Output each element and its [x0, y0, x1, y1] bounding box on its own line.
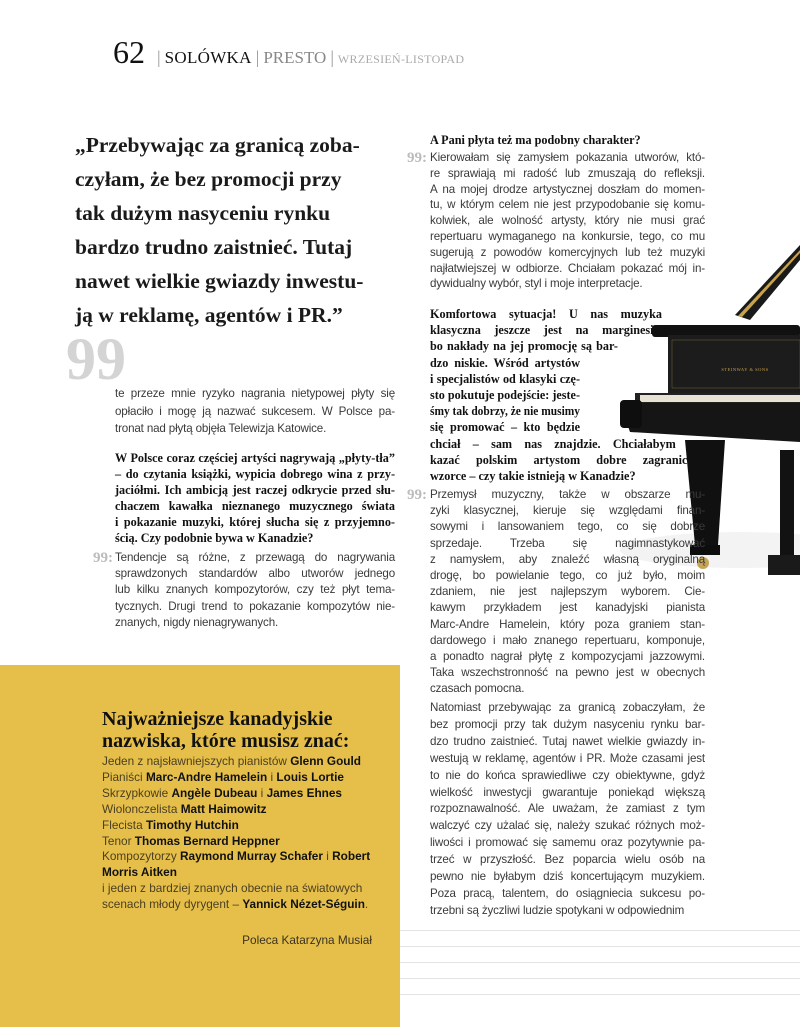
rear-leg [780, 450, 794, 560]
item-name: Louis Lortie [276, 769, 344, 784]
text-line: sugerują z powodów komercyjnych lub też muzyki [430, 245, 705, 259]
item-label: i jeden z bardziej znanych obecnie na światowych scenach młody dyrygent – [102, 881, 363, 912]
text-line: tronat nad płytą objęła Telewizja Katowice. [115, 422, 327, 436]
text-line: – do czytania książki, wypicia dobrego wina z przy- [115, 467, 395, 481]
conjunction: i [326, 849, 329, 864]
item-label: Jeden z najsławniejszych pianistów [102, 754, 287, 768]
issue-date: WRZESIEŃ-LISTOPAD [337, 52, 465, 66]
divider: | [255, 47, 260, 67]
text-line: jaciółmi. Ich ambicją jest raczej odkrycie przed słu- [115, 483, 395, 497]
page-number: 62 [113, 34, 145, 70]
list-item [102, 754, 392, 770]
piano-lid [735, 245, 800, 320]
text-line: kazać polskim artystom dobre zagraniczne [430, 452, 705, 467]
text-line: dywidualny wybór, styl i moje interpretacje. [430, 277, 643, 291]
text-line: dardowego i mało znanego repertuaru, komponuje, [430, 633, 705, 647]
text-line: tak dużym nasyceniu rynku [75, 201, 331, 225]
divider: | [330, 47, 334, 67]
text-line: sprawdzonych standardów albo utworów jednego [115, 567, 395, 581]
text-line: re sprawiają mi radość lub zmuszają do refleksji. [430, 166, 705, 180]
text-line: dzo trudno zaistnieć. Tutaj nawet wielkie gwiazdy in- [430, 734, 705, 748]
text-line: i pokazanie muzyki, której słucha się z przyjemno- [115, 515, 395, 529]
text-line: „Przebywając za granicą zoba- [75, 133, 360, 157]
text-line: lub kilku znanych kompozytorów, czy też płyt tema- [115, 583, 395, 597]
item-name: Marc-Andre Hamelein [145, 769, 268, 784]
text-line: sprzedaje. Trzeba się nagimnastykować [430, 536, 705, 550]
text-line: czasach pomocna. [430, 682, 525, 696]
text-line: znanych, nigdy nienagrywanych. [115, 615, 279, 629]
text-line: Taka wszechstronność na pewno jest w obecnych [430, 666, 705, 680]
text-line: się promować – kto będzie [430, 420, 580, 435]
item-name: Robert Morris Aitken [102, 849, 371, 880]
text-line: chaczem kawałka nieznanego muzycznego świata [115, 499, 395, 513]
interview-question [115, 450, 395, 546]
box-title-line: Najważniejsze kanadyjskie [102, 708, 333, 730]
list-item [102, 849, 392, 881]
item-name: Glenn Gould [290, 754, 361, 768]
text-line: zyki klasycznej, kieruje się względami finan- [430, 504, 705, 518]
text-line: kolwiek, ale wolność artysty, który nie musi grać [430, 214, 705, 228]
section-name: SOLÓWKA [164, 48, 252, 67]
text-line: sowymi i lansowaniem tego, co się dobrze [430, 520, 705, 534]
list-item [102, 881, 392, 913]
conjunction: i [270, 769, 274, 784]
item-label: Skrzypkowie [102, 785, 169, 800]
text-line: i specjalistów od klasyki czę- [430, 371, 580, 386]
divider: | [157, 47, 161, 67]
page-header [113, 34, 464, 71]
text-line: Marc-Andre Hamelein, który poza graniem stan- [430, 617, 705, 631]
text-line: liwości i promować się samemu oraz pozytywnie pa- [430, 836, 705, 850]
text-line: tycznych. Drugi trend to pokazanie kompozytów nie- [115, 599, 395, 613]
text-line: kawym przykładem jest kanadyjski pianista [430, 601, 705, 615]
text-line: trzeć w przyszłość. Bez poparcia wielu osób na [430, 853, 705, 867]
text-line: repertuaru wymaganego na konkursie, tego, co mu [430, 229, 705, 243]
pull-quote [75, 128, 405, 332]
answer-quote-icon: 99: [407, 487, 427, 503]
text-line: bo nakłady na jej promocję są bar- [430, 339, 618, 354]
staff-line [400, 930, 800, 931]
text-line: zdaniem, nie jest najlepszym wyborem. Cie- [430, 585, 705, 599]
item-label: Wiolonczelista [102, 801, 178, 816]
text-line: bardzo trudno zaistnieć. Tutaj [75, 235, 353, 259]
piano-brand: STEINWAY & SONS [721, 367, 769, 372]
item-label: Flecista [102, 817, 143, 832]
text-line: to nie do końca sprawiedliwe czy obiektywne, gdyż [430, 768, 705, 782]
interview-answer [115, 550, 395, 631]
text-line: drogę, bo powielanie tego, co już było, moim [430, 569, 705, 583]
text-line: sto pokutuje podejście: jeste- [430, 388, 580, 403]
list-item [102, 786, 392, 802]
magazine-name: PRESTO [263, 48, 327, 67]
text-line: walczyć czy użalać się, należy szukać różnych moż- [430, 819, 705, 833]
staff-line [400, 994, 800, 995]
item-label: Pianiści [102, 769, 143, 784]
text-line: wzorce – czy takie istnieją w Kanadzie? [430, 469, 636, 484]
list-item [102, 802, 392, 818]
text-line: pewno nie byłabym dziś koncertującym muzykiem. [430, 870, 705, 884]
text-line: Komfortowa sytuacja! U nas muzyka [430, 307, 662, 321]
names-list [102, 754, 392, 913]
left-paragraph [115, 385, 395, 438]
answer-quote-icon: 99: [407, 150, 427, 166]
box-title [102, 708, 349, 752]
text-line: rozpoznawalność. Ale uważam, że zamiast z tym [430, 802, 705, 816]
text-line: opłaciło i mogę ją nazwać sukcesem. W Polsce pa- [115, 404, 395, 418]
box-signature: Poleca Katarzyna Musiał [242, 933, 372, 947]
item-name: James Ehnes [266, 785, 342, 800]
staff-line [400, 962, 800, 963]
text-line: Poza pracą, talentem, do osiągniecia sukcesu po- [430, 886, 705, 900]
text-line: wielkość inwestycji gwarantuje poniekąd większą [430, 785, 705, 799]
text-line: Kierowałam się zamysłem pokazania utworów, któ- [430, 151, 705, 164]
text-line: A na mojej drodze artystycznej doszłam do momen- [430, 182, 705, 196]
interview-question [430, 306, 705, 484]
text-line: chciał – sam nas znajdzie. Chciałabym po- [430, 436, 705, 451]
interview-answer [430, 487, 705, 698]
text-line: bez promocji przy tak dużym nasyceniu rynku bar- [430, 717, 705, 731]
conjunction: i [260, 785, 264, 800]
item-name: Yannick Nézet-Séguin [242, 897, 365, 912]
list-item [102, 770, 392, 786]
text-line: nawet wielkie gwiazdy inwestu- [75, 269, 364, 293]
item-name: Raymond Murray Schafer [180, 849, 323, 864]
text-line: najłatwiejszej w odbiorze. Chciałam pokazać mój in- [430, 261, 705, 275]
text-line: a ponadto nagrał płytę z kompozycjami jazzowymi. [430, 650, 705, 664]
text-line: tu, w którym celem nie jest przypodobanie się komu- [430, 198, 705, 212]
text-line: Natomiast przebywając za granicą zobaczyłam, że [430, 701, 705, 714]
answer-quote-icon: 99: [93, 550, 113, 566]
text-line: czyłam, że bez promocji przy [75, 167, 342, 191]
text-line: śmy tak dobrzy, że nie musimy [430, 404, 581, 419]
text-line: klasyczna jeszcze jest na marginesie, [430, 323, 662, 338]
box-title-line: nazwiska, które musisz znać: [102, 730, 350, 752]
text-line: te przeze mnie ryzyko nagrania nietypowej płyty się [115, 387, 395, 400]
quote-mark-icon: 99 [66, 336, 126, 382]
text-line: Tendencje są różne, z przewagą do nagrywania [115, 551, 395, 564]
staff-line [400, 978, 800, 979]
text-line: ścią. Czy podobnie bywa w Kanadzie? [115, 531, 314, 545]
item-label: Tenor [102, 833, 132, 848]
list-item [102, 834, 392, 850]
text-line: Przemysł muzyczny, także w obszarze mu- [430, 488, 705, 501]
interview-answer-continued [430, 700, 705, 920]
interview-question [430, 132, 705, 148]
text-line: z namysłem, aby znaleźć własną oryginalną [430, 552, 705, 566]
pedal-lyre [768, 555, 800, 575]
item-label: Kompozytorzy [102, 849, 177, 864]
text-line: ją w reklamę, agentów i PR.” [75, 303, 343, 327]
staff-line [400, 946, 800, 947]
text-line: dzo niskie. Wśród artystów [430, 355, 580, 370]
item-name: Timothy Hutchin [145, 817, 239, 832]
text-line: westują w reklamę, agentów i PR. Może czasami jest [430, 751, 705, 765]
item-name: Thomas Bernard Heppner [134, 833, 280, 848]
item-name: Angèle Dubeau [171, 785, 258, 800]
interview-answer [430, 150, 705, 292]
list-item [102, 818, 392, 834]
lid-edge [738, 250, 800, 317]
item-name: Matt Haimowitz [180, 801, 267, 816]
text-line: W Polsce coraz częściej artyści nagrywają „płyty-tła” [115, 451, 395, 465]
punctuation: . [364, 897, 369, 912]
text-line: trzebni są życzliwi ludzie spotykani w odpowiednim [430, 903, 685, 917]
text-line: A Pani płyta też ma podobny charakter? [430, 133, 641, 147]
